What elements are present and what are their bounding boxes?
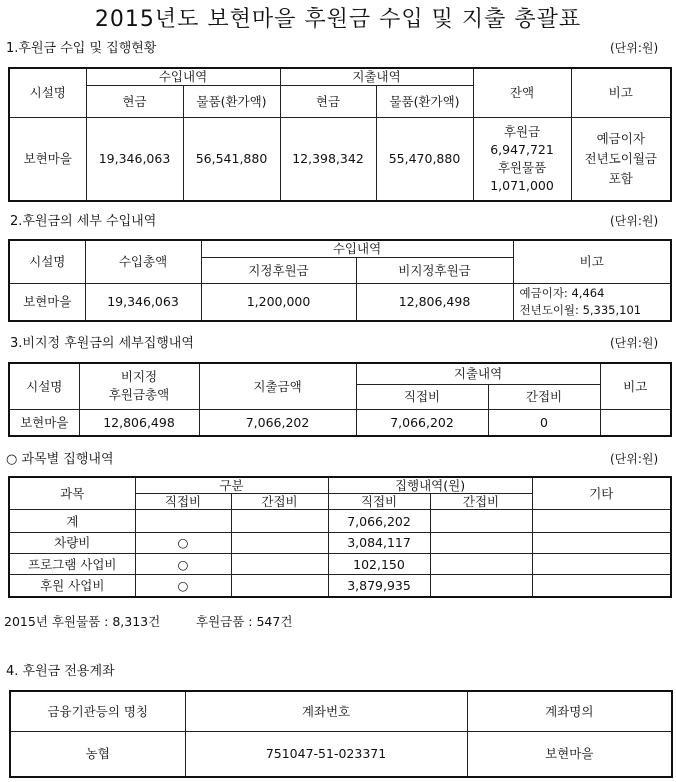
cell-remark (513, 283, 671, 321)
header-remark: 비고 (600, 363, 671, 409)
summary-money: 후원금품 : 547건 (196, 614, 293, 629)
header-facility: 시설명 (9, 240, 85, 283)
header-income-cash: 현금 (86, 85, 183, 117)
header-income: 수입내역 (86, 68, 280, 85)
header-direct: 직접비 (135, 494, 231, 510)
cell-account: 751047-51-023371 (185, 731, 467, 777)
table-row (9, 575, 671, 597)
cell-facility: 보현마을 (9, 283, 85, 321)
cell-indirect-amount (430, 553, 532, 574)
cell-nondesignated: 12,806,498 (356, 283, 513, 321)
cell-facility: 보현마을 (9, 117, 86, 201)
section3-unit: (단위:원) (610, 336, 659, 350)
cell-subject: 후원 사업비 (9, 575, 135, 597)
header-indirect: 간접비 (231, 494, 328, 510)
balance-line: 후원물품 (497, 159, 547, 175)
table-row (9, 510, 671, 532)
header-category: 구분 (135, 477, 328, 494)
header-nd-total (79, 363, 199, 409)
cell-subject: 차량비 (9, 532, 135, 553)
cell-indirect: 0 (488, 409, 600, 436)
income-detail-table (8, 239, 672, 322)
cell-income-cash: 19,346,063 (86, 117, 183, 201)
cell-amount: 102,150 (328, 553, 430, 574)
cell-designated: 1,200,000 (201, 283, 356, 321)
header-spent: 지출금액 (199, 363, 356, 409)
cell-subject: 계 (9, 510, 135, 532)
remark-line: 전년도이월금 (584, 150, 657, 166)
cell-direct-mark: ○ (135, 575, 231, 597)
section3-heading: 3.비지정 후원금의 세부집행내역 (10, 336, 194, 351)
header-exec: 집행내역(원) (328, 477, 532, 494)
section4-unit: (단위:원) (610, 452, 659, 466)
cell-etc (532, 553, 671, 574)
cell-total: 19,346,063 (85, 283, 201, 321)
remark-line: 예금이자 (596, 130, 645, 146)
account-table (9, 690, 673, 778)
header-expense: 지출내역 (280, 68, 473, 85)
header-total: 수입총액 (85, 240, 201, 283)
remark-line: 예금이자: 4,464 (519, 286, 605, 301)
cell-indirect-amount (430, 510, 532, 532)
cell-etc (532, 510, 671, 532)
header-direct: 직접비 (356, 384, 488, 409)
header-bank: 금융기관등의 명칭 (10, 691, 185, 731)
section1-heading: 1.후원금 수입 및 집행현황 (6, 41, 157, 56)
section1-unit: (단위:원) (610, 41, 659, 55)
header-expense-cash: 현금 (280, 85, 376, 117)
remark-line: 포함 (608, 170, 633, 186)
section2-unit: (단위:원) (610, 214, 659, 228)
remark-line: 전년도이월: 5,335,101 (519, 302, 642, 317)
section5-heading: 4. 후원금 전용계좌 (6, 664, 115, 679)
nondesignated-exec-table (8, 362, 672, 437)
cell-income-goods: 56,541,880 (183, 117, 280, 201)
cell-remark (600, 409, 671, 436)
header-exec-direct: 직접비 (328, 494, 430, 510)
balance-line: 1,071,000 (490, 177, 554, 193)
cell-direct-mark: ○ (135, 553, 231, 574)
cell-direct-mark (135, 510, 231, 532)
header-income-goods: 물품(환가액) (183, 85, 280, 117)
header-etc: 기타 (532, 477, 671, 510)
cell-indirect-mark (231, 553, 328, 574)
header-account: 계좌번호 (185, 691, 467, 731)
cell-indirect-amount (430, 532, 532, 553)
cell-facility: 보현마을 (9, 409, 79, 436)
cell-etc (532, 575, 671, 597)
header-nd-total-line: 후원금총액 (108, 387, 170, 403)
header-income-detail: 수입내역 (201, 240, 513, 257)
cell-expense-cash: 12,398,342 (280, 117, 376, 201)
header-exec-indirect: 간접비 (430, 494, 532, 510)
balance-line: 후원금 (503, 123, 541, 139)
cell-balance (473, 117, 571, 201)
header-expense-detail: 지출내역 (356, 363, 600, 384)
header-remark: 비고 (513, 240, 671, 283)
cell-amount: 3,084,117 (328, 532, 430, 553)
summary-goods: 2015년 후원물품 : 8,313건 (4, 614, 161, 629)
cell-remark (571, 117, 671, 201)
header-designated: 지정후원금 (201, 257, 356, 283)
header-nondesignated: 비지정후원금 (356, 257, 513, 283)
table-row (9, 553, 671, 574)
balance-line: 6,947,721 (490, 141, 554, 157)
cell-direct-mark: ○ (135, 532, 231, 553)
cell-spent: 7,066,202 (199, 409, 356, 436)
header-nd-total-line: 비지정 (120, 369, 158, 385)
cell-amount: 3,879,935 (328, 575, 430, 597)
header-facility: 시설명 (9, 363, 79, 409)
header-facility: 시설명 (9, 68, 86, 117)
cell-amount: 7,066,202 (328, 510, 430, 532)
cell-bank: 농협 (10, 731, 185, 777)
cell-indirect-mark (231, 575, 328, 597)
cell-indirect-amount (430, 575, 532, 597)
cell-indirect-mark (231, 532, 328, 553)
cell-indirect-mark (231, 510, 328, 532)
cell-expense-goods: 55,470,880 (376, 117, 473, 201)
section4-heading: ○ 과목별 집행내역 (6, 452, 114, 467)
page-title: 2015년도 보현마을 후원금 수입 및 지출 총괄표 (94, 7, 582, 32)
cell-nd-total: 12,806,498 (79, 409, 199, 436)
cell-etc (532, 532, 671, 553)
header-balance: 잔액 (473, 68, 571, 117)
cell-holder: 보현마을 (467, 731, 672, 777)
header-subject: 과목 (9, 477, 135, 510)
cell-subject: 프로그램 사업비 (9, 553, 135, 574)
header-holder: 계좌명의 (467, 691, 672, 731)
subject-exec-table (8, 476, 672, 598)
income-expense-table (8, 67, 672, 202)
header-indirect: 간접비 (488, 384, 600, 409)
table-row (9, 532, 671, 553)
header-remark: 비고 (571, 68, 671, 117)
cell-direct: 7,066,202 (356, 409, 488, 436)
section2-heading: 2.후원금의 세부 수입내역 (10, 214, 157, 229)
header-expense-goods: 물품(환가액) (376, 85, 473, 117)
